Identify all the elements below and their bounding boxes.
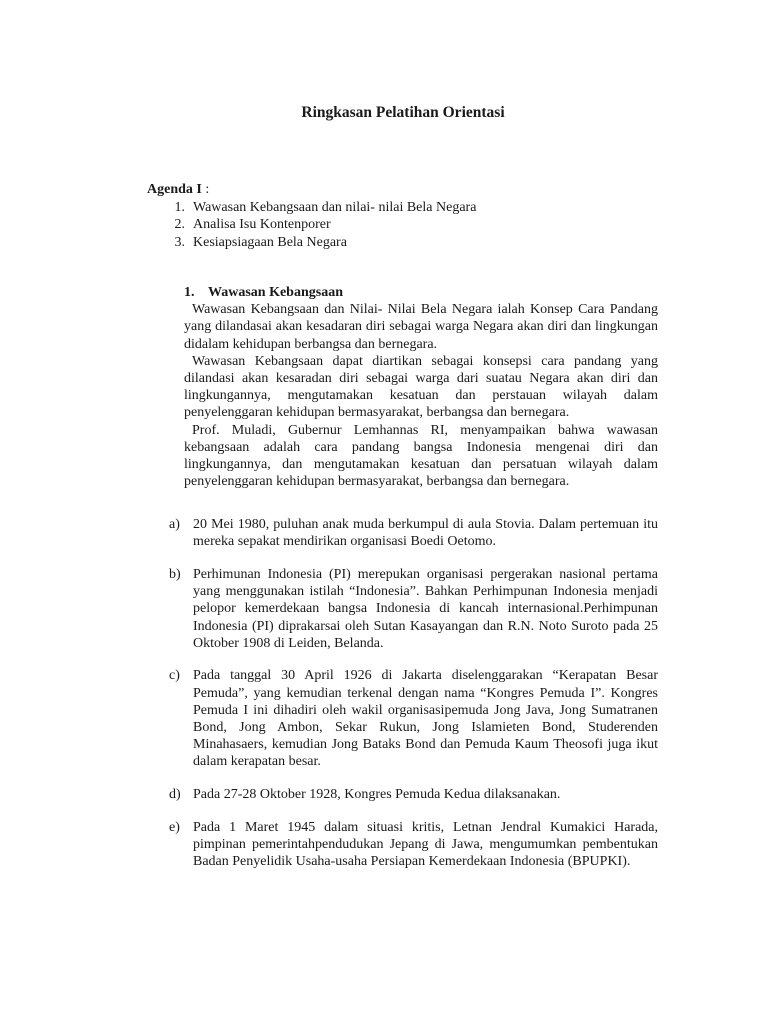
list-item bbox=[169, 819, 658, 871]
agenda-item-number: 2. bbox=[174, 217, 185, 232]
list-item-label: e) bbox=[169, 819, 180, 835]
agenda-item bbox=[147, 234, 476, 252]
list-item-label: a) bbox=[169, 517, 180, 532]
agenda-item-number: 3. bbox=[174, 234, 185, 250]
agenda-item bbox=[147, 199, 476, 217]
list-item-text: Pada tanggal 30 April 1926 di Jakarta diselenggarakan “Kerapatan Besar Pemuda”, yang kemudian terkenal dengan nama “Kongres Pemuda I”. Kongres Pemuda I ini dihadiri oleh wakil organisasipemuda Jong Java, Jong Sumatranen Bond, Jong Ambon, Sekar Rukun, Jong Islamieten Bond, Studerenden Minahasaers, kemudian Jong Bataks Bond dan Pemuda Kaum Theosofi juga ikut dalam kerapatan besar. bbox=[193, 668, 658, 770]
list-item-label: d) bbox=[169, 787, 181, 803]
list-item bbox=[169, 786, 658, 803]
list-item bbox=[169, 566, 658, 652]
list-item-text: Pada 1 Maret 1945 dalam situasi kritis, Letnan Jendral Kumakici Harada, pimpinan pemerintahpendudukan Jepang di Jawa, mengumumkan pembentukan Badan Penyelidik Usaha-usaha Persiapan Kemerdekaan Indonesia (BPUPKI). bbox=[193, 819, 658, 870]
list-item-text: 20 Mei 1980, puluhan anak muda berkumpul di aula Stovia. Dalam pertemuan itu mereka sepakat mendirikan organisasi Boedi Oetomo. bbox=[193, 517, 658, 550]
agenda-item-text: Analisa Isu Kontenporer bbox=[193, 217, 331, 232]
list-item-label: c) bbox=[169, 668, 180, 684]
list-item-text: Pada 27-28 Oktober 1928, Kongres Pemuda Kedua dilaksanakan. bbox=[193, 787, 561, 803]
list-item bbox=[169, 667, 658, 770]
section-heading bbox=[184, 284, 658, 301]
section-paragraph: Prof. Muladi, Gubernur Lemhannas RI, menyampaikan bahwa wawasan kebangsaan adalah cara pandang bangsa Indonesia mengenai diri dan lingkungannya, dan mengutamakan kesatuan dan persatuan wilayah dalam penyelenggaran kehidupan bermasyarakat, berbangsa dan bernegara. bbox=[184, 422, 658, 490]
agenda-block bbox=[147, 181, 476, 251]
agenda-label: Agenda I bbox=[147, 182, 202, 197]
history-list bbox=[169, 516, 658, 886]
section-number: 1. bbox=[184, 285, 195, 300]
section-wawasan-kebangsaan bbox=[184, 284, 658, 490]
agenda-item-text: Kesiapsiagaan Bela Negara bbox=[193, 234, 347, 250]
section-paragraph: Wawasan Kebangsaan dapat diartikan sebagai konsepsi cara pandang yang dilandasi akan kesaradan diri sebagai warga dari suatau Negara akan diri dan lingkungannya, mengutamakan kesatuan dan perstauan wilayah dalam penyelenggaran kehidupan bermasyarakat, berbangsa dan bernegara. bbox=[184, 353, 658, 421]
agenda-item bbox=[147, 216, 476, 234]
agenda-heading bbox=[147, 181, 476, 199]
document-title: Ringkasan Pelatihan Orientasi bbox=[301, 104, 505, 121]
agenda-list bbox=[147, 199, 476, 252]
list-item-label: b) bbox=[169, 566, 181, 582]
agenda-item-text: Wawasan Kebangsaan dan nilai- nilai Bela Negara bbox=[193, 199, 477, 215]
section-paragraph: Wawasan Kebangsaan dan Nilai- Nilai Bela Negara ialah Konsep Cara Pandang yang dilandasai akan kesadaran diri sebagai warga Negara akan diri dan lingkungan didalam kehidupan berbangsa dan bernegara. bbox=[184, 302, 658, 352]
list-item-text: Perhimunan Indonesia (PI) merepukan organisasi pergerakan nasional pertama yang menggunakan istilah “Indonesia”. Bahkan Perhimpunan Indonesia menjadi pelopor kemerdekaan bangsa Indonesia di kancah internasional.Perhimpunan Indonesia (PI) diprakarsai oleh Sutan Kasayangan dan R.N. Noto Suroto pada 25 Oktober 1908 di Leiden, Belanda. bbox=[193, 566, 658, 651]
list-item bbox=[169, 516, 658, 550]
section-heading-text: Wawasan Kebangsaan bbox=[208, 285, 343, 300]
agenda-suffix: : bbox=[201, 182, 210, 197]
agenda-item-number: 1. bbox=[174, 199, 185, 215]
